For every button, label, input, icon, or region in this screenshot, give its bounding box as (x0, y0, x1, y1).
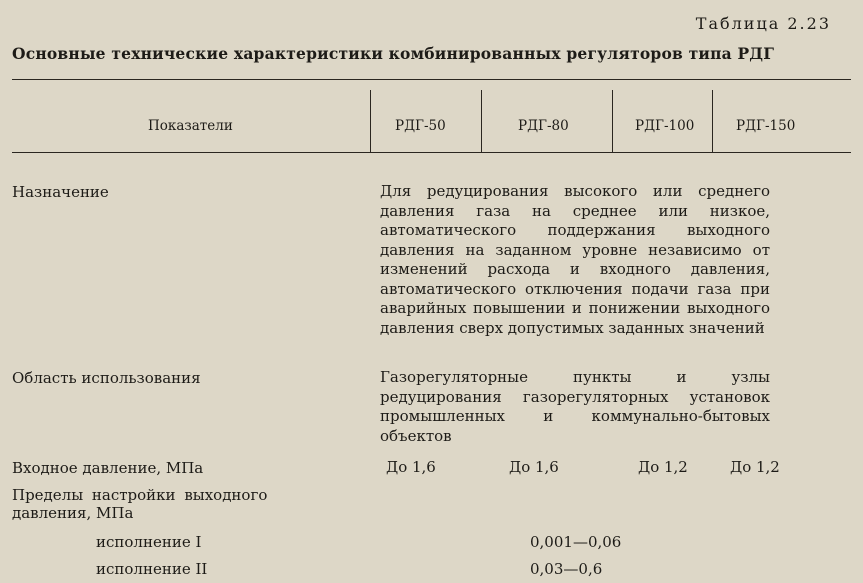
column-header-rdg-100: РДГ-100 (635, 118, 695, 134)
row-label-setting-limits-line2: давления, МПа (12, 504, 134, 522)
row-label-version-2: исполнение II (96, 560, 208, 578)
row-value-purpose: Для редуцирования высокого или среднего давления газа на среднее или низкое, автоматического поддержания выходного давления на заданном уровне независимо от изменений расхода и входного давления, автоматического отключения подачи газа при аварийных повышении и понижении выходного давления сверх допустимых заданных значений (380, 182, 770, 337)
version-2-value: 0,03—0,6 (530, 560, 603, 578)
version-1-value: 0,001—0,06 (530, 533, 622, 551)
row-value-usage: Газорегуляторные пункты и узлы редуцирования газорегуляторных установок промышленных и коммунально-бытовых объектов (380, 368, 770, 445)
inlet-pressure-rdg-100: До 1,2 (638, 458, 688, 476)
column-header-indicator: Показатели (148, 118, 233, 134)
header-bottom-rule (12, 152, 851, 153)
inlet-pressure-rdg-80: До 1,6 (509, 458, 559, 476)
row-label-version-1: исполнение I (96, 533, 202, 551)
column-divider (370, 90, 371, 152)
row-label-inlet-pressure: Входное давление, МПа (12, 459, 204, 477)
inlet-pressure-rdg-150: До 1,2 (730, 458, 780, 476)
row-label-purpose: Назначение (12, 183, 109, 201)
column-header-rdg-50: РДГ-50 (395, 118, 446, 134)
column-header-rdg-150: РДГ-150 (736, 118, 796, 134)
column-header-rdg-80: РДГ-80 (518, 118, 569, 134)
table-title: Основные технические характеристики комбинированных регуляторов типа РДГ (12, 44, 775, 63)
column-divider (481, 90, 482, 152)
header-top-rule (12, 79, 851, 80)
row-label-setting-limits-line1: Пределы настройки выходного (12, 486, 268, 504)
column-divider (612, 90, 613, 152)
table-number: Таблица 2.23 (695, 14, 831, 33)
row-label-usage: Область использования (12, 369, 201, 387)
inlet-pressure-rdg-50: До 1,6 (386, 458, 436, 476)
column-divider (712, 90, 713, 152)
